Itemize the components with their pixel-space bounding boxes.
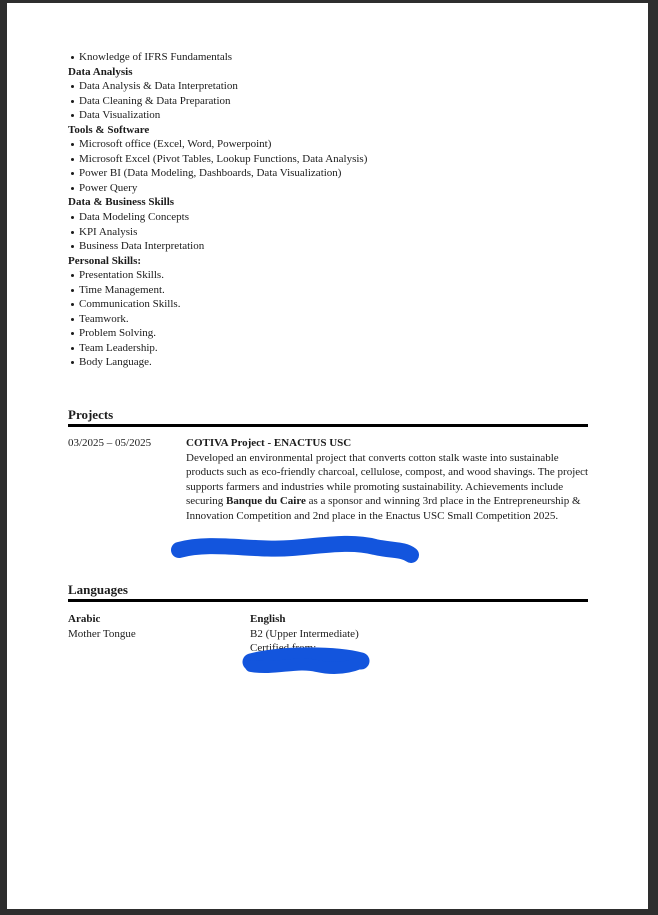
skills-item: Microsoft office (Excel, Word, Powerpoint)	[68, 137, 592, 152]
skills-item: Teamwork.	[68, 312, 592, 327]
skills-item: Power Query	[68, 181, 592, 196]
skills-item: Time Management.	[68, 283, 592, 298]
language-level: B2 (Upper Intermediate)	[250, 627, 359, 640]
skills-item: KPI Analysis	[68, 225, 592, 240]
languages-section-title: Languages	[68, 582, 128, 597]
skills-item: Team Leadership.	[68, 341, 592, 356]
scribble-stroke	[251, 656, 361, 662]
skills-item: Data Modeling Concepts	[68, 210, 592, 225]
language-name: English	[250, 613, 286, 625]
projects-section-title: Projects	[68, 407, 114, 422]
skills-item: Knowledge of IFRS Fundamentals	[68, 50, 592, 65]
language-entry-english	[250, 612, 359, 656]
skills-item: Microsoft Excel (Pivot Tables, Lookup Functions, Data Analysis)	[68, 152, 592, 167]
language-name: Arabic	[68, 613, 101, 625]
skills-heading: Data Analysis	[68, 65, 133, 78]
skills-item: Business Data Interpretation	[68, 239, 592, 254]
project-description-text: Developed an environmental project that converts cotton stalk waste into sustainable products such as eco-friendly charcoal, cellulose, compost, and wood shavings. The project supports farmers and industries while promoting sustainability. Achievements include securing	[186, 451, 589, 507]
resume-page	[7, 3, 648, 909]
project-description	[186, 451, 590, 524]
project-description-bold: Banque du Caire	[226, 495, 306, 507]
skills-heading: Data & Business Skills	[68, 196, 175, 209]
languages-section-rule	[68, 599, 588, 602]
projects-section-rule	[68, 424, 588, 427]
skills-item: Communication Skills.	[68, 297, 592, 312]
language-certified-from-label: Certified from:	[250, 642, 317, 654]
skills-item: Problem Solving.	[68, 326, 592, 341]
skills-list	[68, 50, 592, 370]
skills-item: Data Cleaning & Data Preparation	[68, 94, 592, 109]
language-level: Mother Tongue	[68, 627, 136, 640]
skills-heading: Personal Skills:	[68, 254, 142, 267]
skills-item: Data Analysis & Data Interpretation	[68, 79, 592, 94]
skills-item: Data Visualization	[68, 108, 592, 123]
skills-item: Presentation Skills.	[68, 268, 592, 283]
skills-item: Power BI (Data Modeling, Dashboards, Data Visualization)	[68, 166, 592, 181]
project-description-text-2: as a sponsor and winning 3rd place in the Entrepreneurship & Innovation Competition and 2nd place in the Enactus USC Small Competition 2025.	[186, 495, 581, 522]
project-date-range: 03/2025 – 05/2025	[68, 437, 152, 449]
project-entry	[186, 436, 590, 523]
skills-heading: Tools & Software	[68, 123, 150, 136]
scribble-stroke	[179, 544, 411, 555]
project-title: COTIVA Project - ENACTUS USC	[186, 437, 352, 449]
redaction-scribble-project	[167, 527, 423, 569]
language-entry-arabic	[68, 612, 136, 641]
skills-item: Body Language.	[68, 355, 592, 370]
scribble-stroke	[251, 663, 360, 668]
